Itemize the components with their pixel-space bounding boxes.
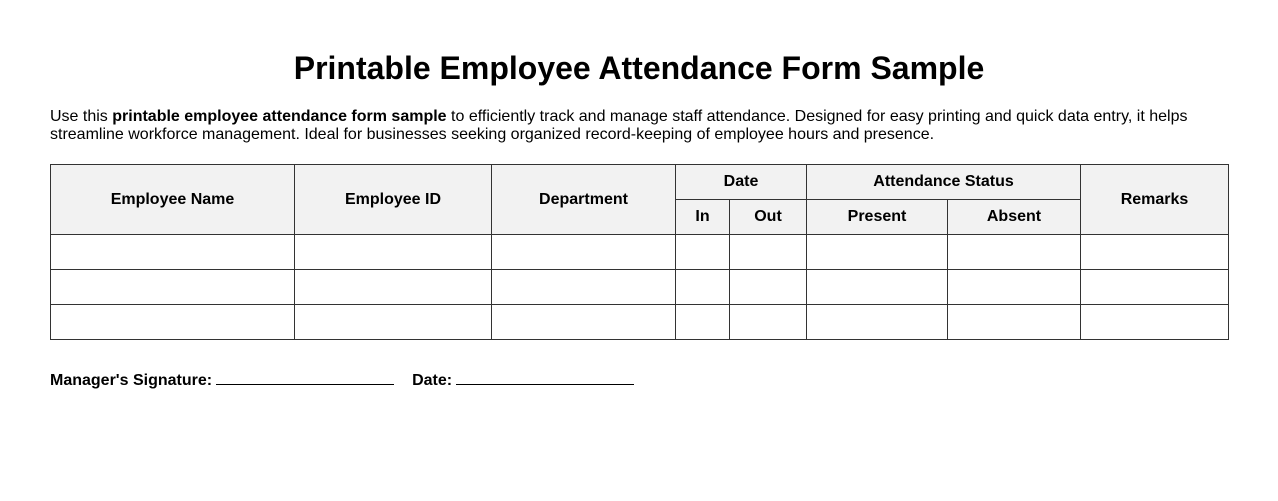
date-label: Date: <box>412 372 453 389</box>
header-out: Out <box>730 200 807 235</box>
table-cell[interactable] <box>492 270 676 305</box>
table-cell[interactable] <box>730 235 807 270</box>
page-title: Printable Employee Attendance Form Sample <box>293 50 985 86</box>
intro-paragraph <box>50 108 1230 144</box>
table-cell[interactable] <box>948 235 1081 270</box>
table-cell[interactable] <box>51 235 295 270</box>
header-in: In <box>676 200 730 235</box>
table-cell[interactable] <box>295 305 492 340</box>
table-row <box>51 305 1229 340</box>
table-cell[interactable] <box>492 235 676 270</box>
table-cell[interactable] <box>295 270 492 305</box>
header-remarks: Remarks <box>1081 165 1229 235</box>
table-cell[interactable] <box>730 305 807 340</box>
header-employee-id: Employee ID <box>295 165 492 235</box>
header-employee-name: Employee Name <box>51 165 295 235</box>
intro-bold-text: printable employee attendance form sample <box>112 108 447 125</box>
header-present: Present <box>807 200 948 235</box>
intro-text: Use this <box>50 108 113 125</box>
manager-signature-line[interactable] <box>216 370 394 385</box>
intro-text-rest: to efficiently track and manage staff attendance. Designed for easy printing and quick data entry, it helps streamline workforce management. Ideal for businesses seeking organized record-keeping of employee hours and presence. <box>50 108 1188 143</box>
table-cell[interactable] <box>295 235 492 270</box>
header-absent: Absent <box>948 200 1081 235</box>
date-line[interactable] <box>456 370 634 385</box>
attendance-table <box>50 164 1229 340</box>
table-cell[interactable] <box>807 270 948 305</box>
table-cell[interactable] <box>676 270 730 305</box>
manager-signature-label: Manager's Signature: <box>50 372 213 389</box>
table-row <box>51 235 1229 270</box>
table-cell[interactable] <box>807 235 948 270</box>
table-cell[interactable] <box>1081 235 1229 270</box>
table-cell[interactable] <box>948 305 1081 340</box>
table-cell[interactable] <box>1081 270 1229 305</box>
table-cell[interactable] <box>948 270 1081 305</box>
table-cell[interactable] <box>807 305 948 340</box>
table-cell[interactable] <box>676 305 730 340</box>
table-cell[interactable] <box>51 270 295 305</box>
header-department: Department <box>492 165 676 235</box>
table-cell[interactable] <box>492 305 676 340</box>
table-cell[interactable] <box>1081 305 1229 340</box>
table-cell[interactable] <box>730 270 807 305</box>
table-row <box>51 270 1229 305</box>
header-attendance-status: Attendance Status <box>807 165 1081 200</box>
signature-section <box>50 370 634 390</box>
table-cell[interactable] <box>676 235 730 270</box>
header-date: Date <box>676 165 807 200</box>
table-cell[interactable] <box>51 305 295 340</box>
